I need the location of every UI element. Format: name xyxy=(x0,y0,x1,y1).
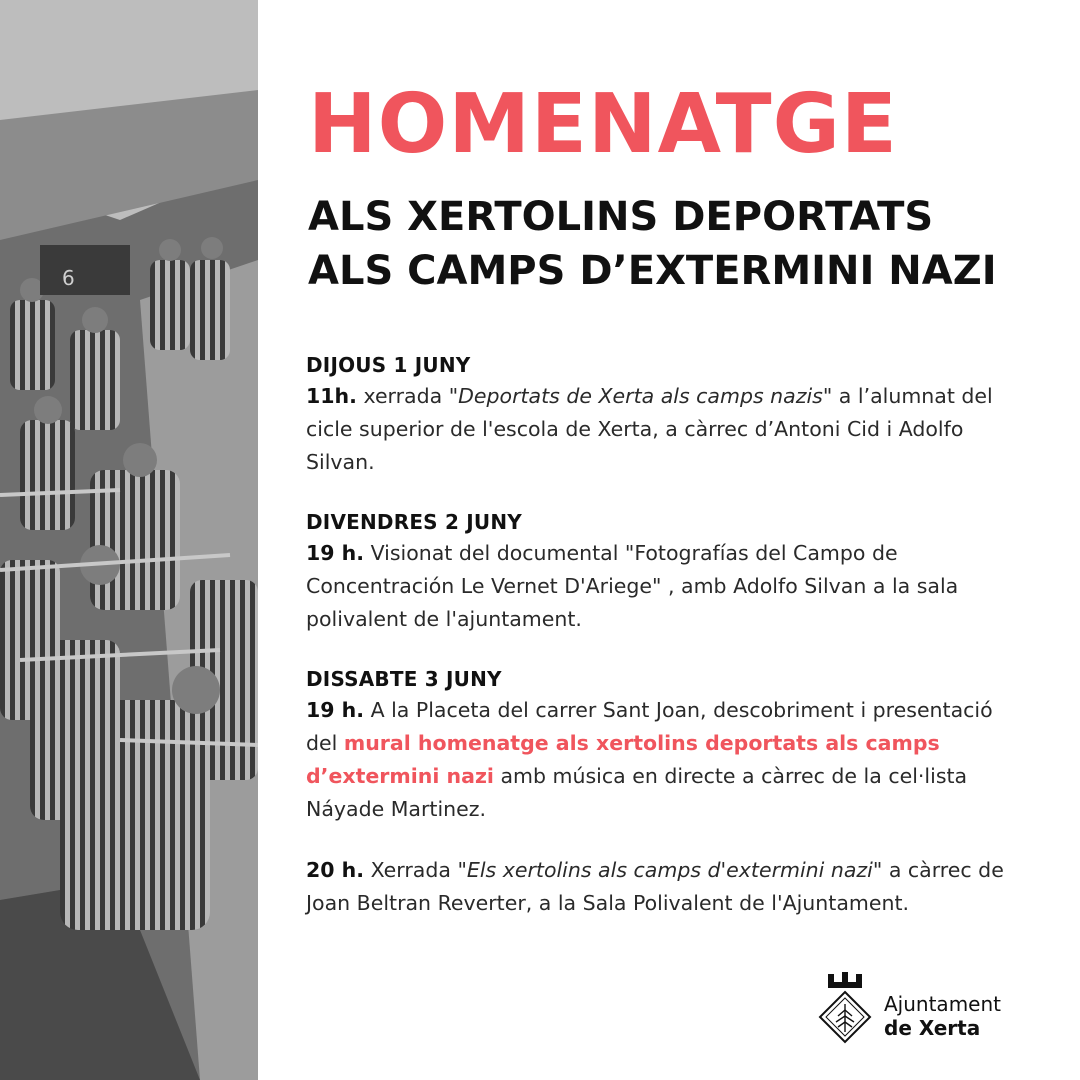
page-subtitle xyxy=(308,190,1048,298)
svg-text:6: 6 xyxy=(62,266,75,290)
event-text: Xerrada xyxy=(364,858,458,882)
subtitle-line-1: ALS XERTOLINS DEPORTATS xyxy=(308,194,934,240)
event-description xyxy=(306,694,1026,826)
event-text: A la Placeta del carrer Sant Joan, descobriment i presentació del xyxy=(306,698,993,755)
event-text: xerrada xyxy=(356,384,449,408)
event-description xyxy=(306,854,1026,920)
event-highlight: mural homenatge als xertolins deportats als camps d’extermini nazi xyxy=(306,731,940,788)
municipal-crest-icon xyxy=(818,972,874,1048)
ajuntament-logo xyxy=(818,972,1038,1052)
event-text: Visionat del documental "Fotografías del Campo de Concentración Le Vernet D'Ariege" , amb Adolfo Silvan a la sala polivalent de l'ajuntament. xyxy=(306,541,959,631)
event-description xyxy=(306,537,1026,636)
event-text: a càrrec de Joan Beltran Reverter, a la Sala Polivalent de l'Ajuntament. xyxy=(306,858,1004,915)
events-list xyxy=(306,350,1026,948)
event-item xyxy=(306,350,1026,479)
prisoners-photo-illustration xyxy=(0,0,258,1080)
event-time: 19 h. xyxy=(306,541,365,565)
logo-line-1: Ajuntament xyxy=(884,992,1001,1016)
event-description xyxy=(306,380,1026,479)
subtitle-line-2: ALS CAMPS D’EXTERMINI NAZI xyxy=(308,248,997,294)
historical-photo xyxy=(0,0,258,1080)
event-item xyxy=(306,507,1026,636)
event-item xyxy=(306,854,1026,920)
event-text: a l’alumnat del cicle superior de l'escola de Xerta, a càrrec d’Antoni Cid i Adolfo Silvan. xyxy=(306,384,993,474)
event-day: DIVENDRES 2 JUNY xyxy=(306,510,522,534)
logo-text xyxy=(884,992,1001,1040)
event-time: 19 h. xyxy=(306,698,365,722)
event-talk-title: "Deportats de Xerta als camps nazis" xyxy=(448,384,833,408)
logo-line-2: de Xerta xyxy=(884,1016,981,1040)
event-talk-title: "Els xertolins als camps d'extermini nazi" xyxy=(457,858,883,882)
event-day: DIJOUS 1 JUNY xyxy=(306,353,471,377)
page-title: HOMENATGE xyxy=(308,77,898,172)
event-text: amb música en directe a càrrec de la cel·lista Náyade Martinez. xyxy=(306,764,968,821)
event-item xyxy=(306,664,1026,826)
event-day: DISSABTE 3 JUNY xyxy=(306,667,502,691)
event-time: 20 h. xyxy=(306,858,365,882)
event-time: 11h. xyxy=(306,384,357,408)
